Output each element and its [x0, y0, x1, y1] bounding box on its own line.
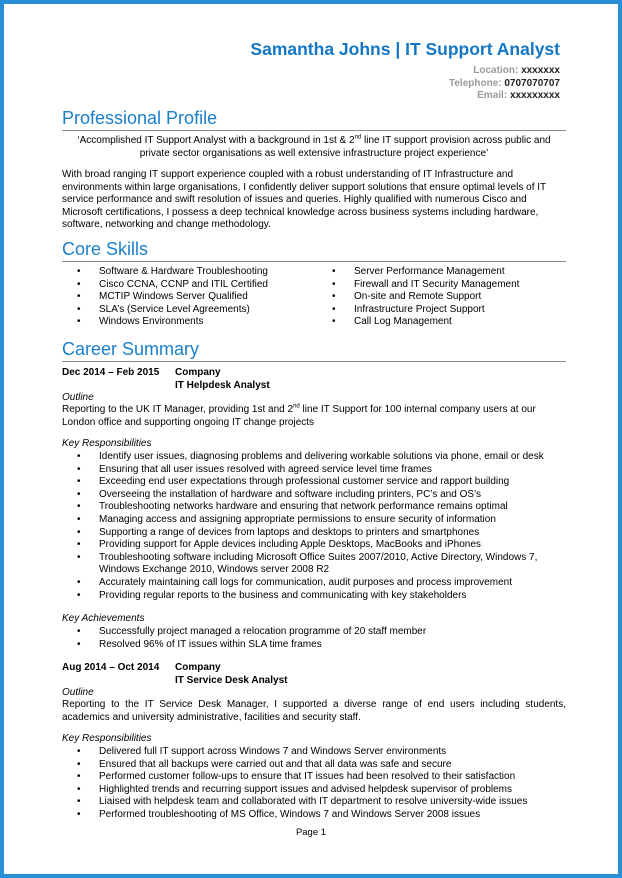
telephone-value: 0707070707 — [504, 78, 560, 89]
list-item: • Firewall and IT Security Management — [317, 279, 565, 292]
email-label: Email: — [477, 90, 508, 101]
skills-list-right — [317, 266, 565, 329]
list-item: • Cisco CCNA, CCNP and ITIL Certified — [62, 279, 318, 292]
profile-quote: ‘Accomplished IT Support Analyst with a background in 1st & 2nd line IT support provision across public and private sector organisations as well extensive infrastructure project experience’ — [77, 134, 551, 159]
list-item: • Performed troubleshooting of MS Office, Windows 7 and Windows Server 2008 issues — [62, 809, 566, 822]
list-item: • Server Performance Management — [317, 266, 565, 279]
list-item: • Ensuring that all user issues resolved with agreed service level time frames — [62, 464, 566, 477]
telephone-label: Telephone: — [449, 78, 502, 89]
list-item: • Infrastructure Project Support — [317, 304, 565, 317]
list-item: • Performed customer follow-ups to ensure that IT issues had been resolved to their satisfaction — [62, 771, 566, 784]
achievements-list — [62, 626, 566, 651]
outline-label: Outline — [62, 687, 94, 698]
page-title: Samantha Johns | IT Support Analyst — [250, 39, 560, 59]
list-item: • Windows Environments — [62, 316, 318, 329]
list-item: • Software & Hardware Troubleshooting — [62, 266, 318, 279]
skills-list-left — [62, 266, 318, 329]
section-heading-career: Career Summary — [62, 339, 200, 359]
job-outline: Reporting to the UK IT Manager, providing 1st and 2nd line IT Support for 100 internal company users at our London office and supporting ongoing IT change projects — [62, 403, 536, 428]
list-item: • Supporting a range of devices from laptops and desktops to printers and smartphones — [62, 527, 566, 540]
list-item: • Identify user issues, diagnosing problems and delivering workable solutions via phone, email or desk — [62, 451, 566, 464]
section-divider — [62, 130, 566, 131]
responsibilities-list — [62, 746, 566, 822]
responsibilities-list — [62, 451, 566, 602]
list-item: • Accurately maintaining call logs for communication, audit purposes and process improvement — [62, 577, 566, 590]
job-dates: Aug 2014 – Oct 2014 — [62, 662, 160, 673]
responsibilities-label: Key Responsibilities — [62, 438, 152, 449]
list-item: • Troubleshooting software including Microsoft Office Suites 2007/2010, Active Directory, Windows 7, Windows Exchange 2010, Windows server 2008 R2 — [62, 552, 566, 577]
location-label: Location: — [473, 65, 519, 76]
section-divider — [62, 261, 566, 262]
section-divider — [62, 361, 566, 362]
section-heading-profile: Professional Profile — [62, 108, 218, 128]
list-item: • On-site and Remote Support — [317, 291, 565, 304]
list-item: • Overseeing the installation of hardware and software including printers, PC’s and OS’s — [62, 489, 566, 502]
list-item: • Highlighted trends and recurring support issues and advised helpdesk supervisor of problems — [62, 784, 566, 797]
contact-telephone — [449, 78, 560, 89]
list-item: • Liaised with helpdesk team and collaborated with IT department to resolve university-wide issues — [62, 796, 566, 809]
email-value: xxxxxxxxx — [509, 90, 560, 101]
job-company: Company — [175, 367, 221, 378]
job-dates: Dec 2014 – Feb 2015 — [62, 367, 160, 378]
list-item: • Providing support for Apple devices including Apple Desktops, MacBooks and iPhones — [62, 539, 566, 552]
list-item: • MCTIP Windows Server Qualified — [62, 291, 318, 304]
list-item: • Successfully project managed a relocation programme of 20 staff member — [62, 626, 566, 639]
contact-email — [477, 90, 560, 101]
job-company-role — [175, 662, 287, 687]
responsibilities-label: Key Responsibilities — [62, 733, 152, 744]
page-number: Page 1 — [295, 827, 327, 838]
job-outline: Reporting to the IT Service Desk Manager, I supported a diverse range of end users including students, academics and university administrative, facilities and security staff. — [62, 699, 566, 723]
list-item: • Exceeding end user expectations through professional customer service and rapport building — [62, 476, 566, 489]
job-role: IT Helpdesk Analyst — [175, 379, 270, 391]
achievements-label: Key Achievements — [62, 613, 145, 624]
list-item: • Delivered full IT support across Windows 7 and Windows Server environments — [62, 746, 566, 759]
contact-location — [473, 65, 560, 76]
job-company: Company — [175, 662, 221, 673]
list-item: • Managing access and assigning appropriate permissions to ensure security of information — [62, 514, 566, 527]
outline-label: Outline — [62, 392, 94, 403]
list-item: • Resolved 96% of IT issues within SLA time frames — [62, 639, 566, 652]
list-item: • Providing regular reports to the business and communicating with key stakeholders — [62, 590, 566, 603]
section-heading-skills: Core Skills — [62, 239, 149, 259]
list-item: • Ensured that all backups were carried out and that all data was safe and secure — [62, 759, 566, 772]
location-value: xxxxxxx — [521, 65, 560, 76]
list-item: • Troubleshooting networks hardware and ensuring that network performance remains optimal — [62, 501, 566, 514]
job-company-role — [175, 367, 270, 392]
list-item: • Call Log Management — [317, 316, 565, 329]
job-role: IT Service Desk Analyst — [175, 674, 288, 686]
list-item: • SLA’s (Service Level Agreements) — [62, 304, 318, 317]
profile-summary: With broad ranging IT support experience coupled with a robust understanding of IT Infrastructure and environments within large organisations, I confidently deliver support solutions that ensure optimal levels of IT service performance and swift resolution of issues and queries. Highly qualified with numerous Cisco and Microsoft certifications, I possess a deep technical knowledge across business systems including hardware, software, networking and change methodology. — [62, 169, 546, 231]
